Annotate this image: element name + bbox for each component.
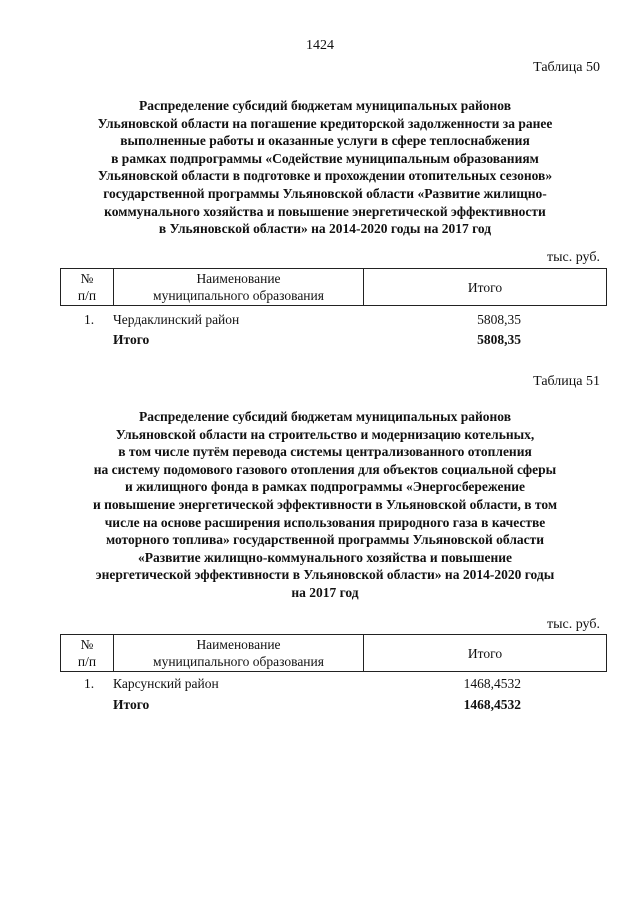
summary-label: Итого — [113, 697, 150, 712]
row-total: 5808,35 — [477, 312, 521, 327]
title-line: и жилищного фонда в рамках подпрограммы «Энергосбережение — [124, 479, 526, 495]
table-header — [60, 634, 607, 672]
row-number: 1. — [84, 676, 95, 691]
header-name: Наименование муниципального образования — [114, 269, 364, 306]
row-total: 1468,4532 — [463, 676, 521, 691]
title-line: числе на основе расширения использования природного газа в качестве — [104, 514, 546, 530]
title-line: коммунального хозяйства и повышение энергетической эффективности — [104, 203, 546, 219]
header-num: № п/п — [61, 635, 114, 672]
title-line: Ульяновской области на погашение кредиторской задолженности за ранее — [97, 115, 553, 131]
table-label: Таблица 50 — [533, 60, 600, 75]
title-line: на систему подомового газового отопления для объектов социальной сферы — [93, 461, 557, 477]
unit-label: тыс. руб. — [547, 617, 600, 632]
row-name: Карсунский район — [113, 676, 219, 691]
title-line: выполненные работы и оказанные услуги в сфере теплоснабжения — [120, 133, 530, 149]
title-line: в Ульяновской области» на 2014-2020 годы на 2017 год — [158, 221, 492, 237]
table-title — [60, 97, 590, 238]
page-number: 1424 — [306, 38, 334, 53]
title-line: Ульяновской области на строительство и модернизацию котельных, — [115, 426, 535, 442]
summary-total: 5808,35 — [477, 332, 521, 347]
summary-total: 1468,4532 — [463, 697, 521, 712]
title-line: и повышение энергетической эффективности в Ульяновской области, в том — [92, 496, 558, 512]
title-line: Ульяновской области в подготовке и прохождении отопительных сезонов» — [97, 168, 553, 184]
header-total: Итого — [364, 635, 607, 672]
table-header — [60, 268, 607, 306]
summary-label: Итого — [113, 332, 150, 347]
title-line: государственной программы Ульяновской области «Развитие жилищно- — [103, 185, 547, 201]
title-line: в том числе путём перевода системы централизованного отопления — [118, 444, 532, 460]
header-num: № п/п — [61, 269, 114, 306]
row-name: Чердаклинский район — [113, 312, 240, 327]
unit-label: тыс. руб. — [547, 250, 600, 265]
title-line: Распределение субсидий бюджетам муниципальных районов — [138, 98, 512, 113]
title-line: Распределение субсидий бюджетам муниципальных районов — [138, 409, 512, 424]
table-label: Таблица 51 — [533, 374, 600, 389]
title-line: «Развитие жилищно-коммунального хозяйства и повышение — [137, 549, 513, 565]
title-line: на 2017 год — [291, 584, 359, 600]
title-line: в рамках подпрограммы «Содействие муниципальным образованиям — [111, 150, 539, 166]
header-total: Итого — [364, 269, 607, 306]
row-number: 1. — [84, 312, 95, 327]
title-line: энергетической эффективности в Ульяновской области» на 2014-2020 годы — [95, 567, 555, 583]
header-name: Наименование муниципального образования — [114, 635, 364, 672]
title-line: моторного топлива» государственной программы Ульяновской области — [105, 532, 545, 548]
table-title — [60, 408, 590, 602]
